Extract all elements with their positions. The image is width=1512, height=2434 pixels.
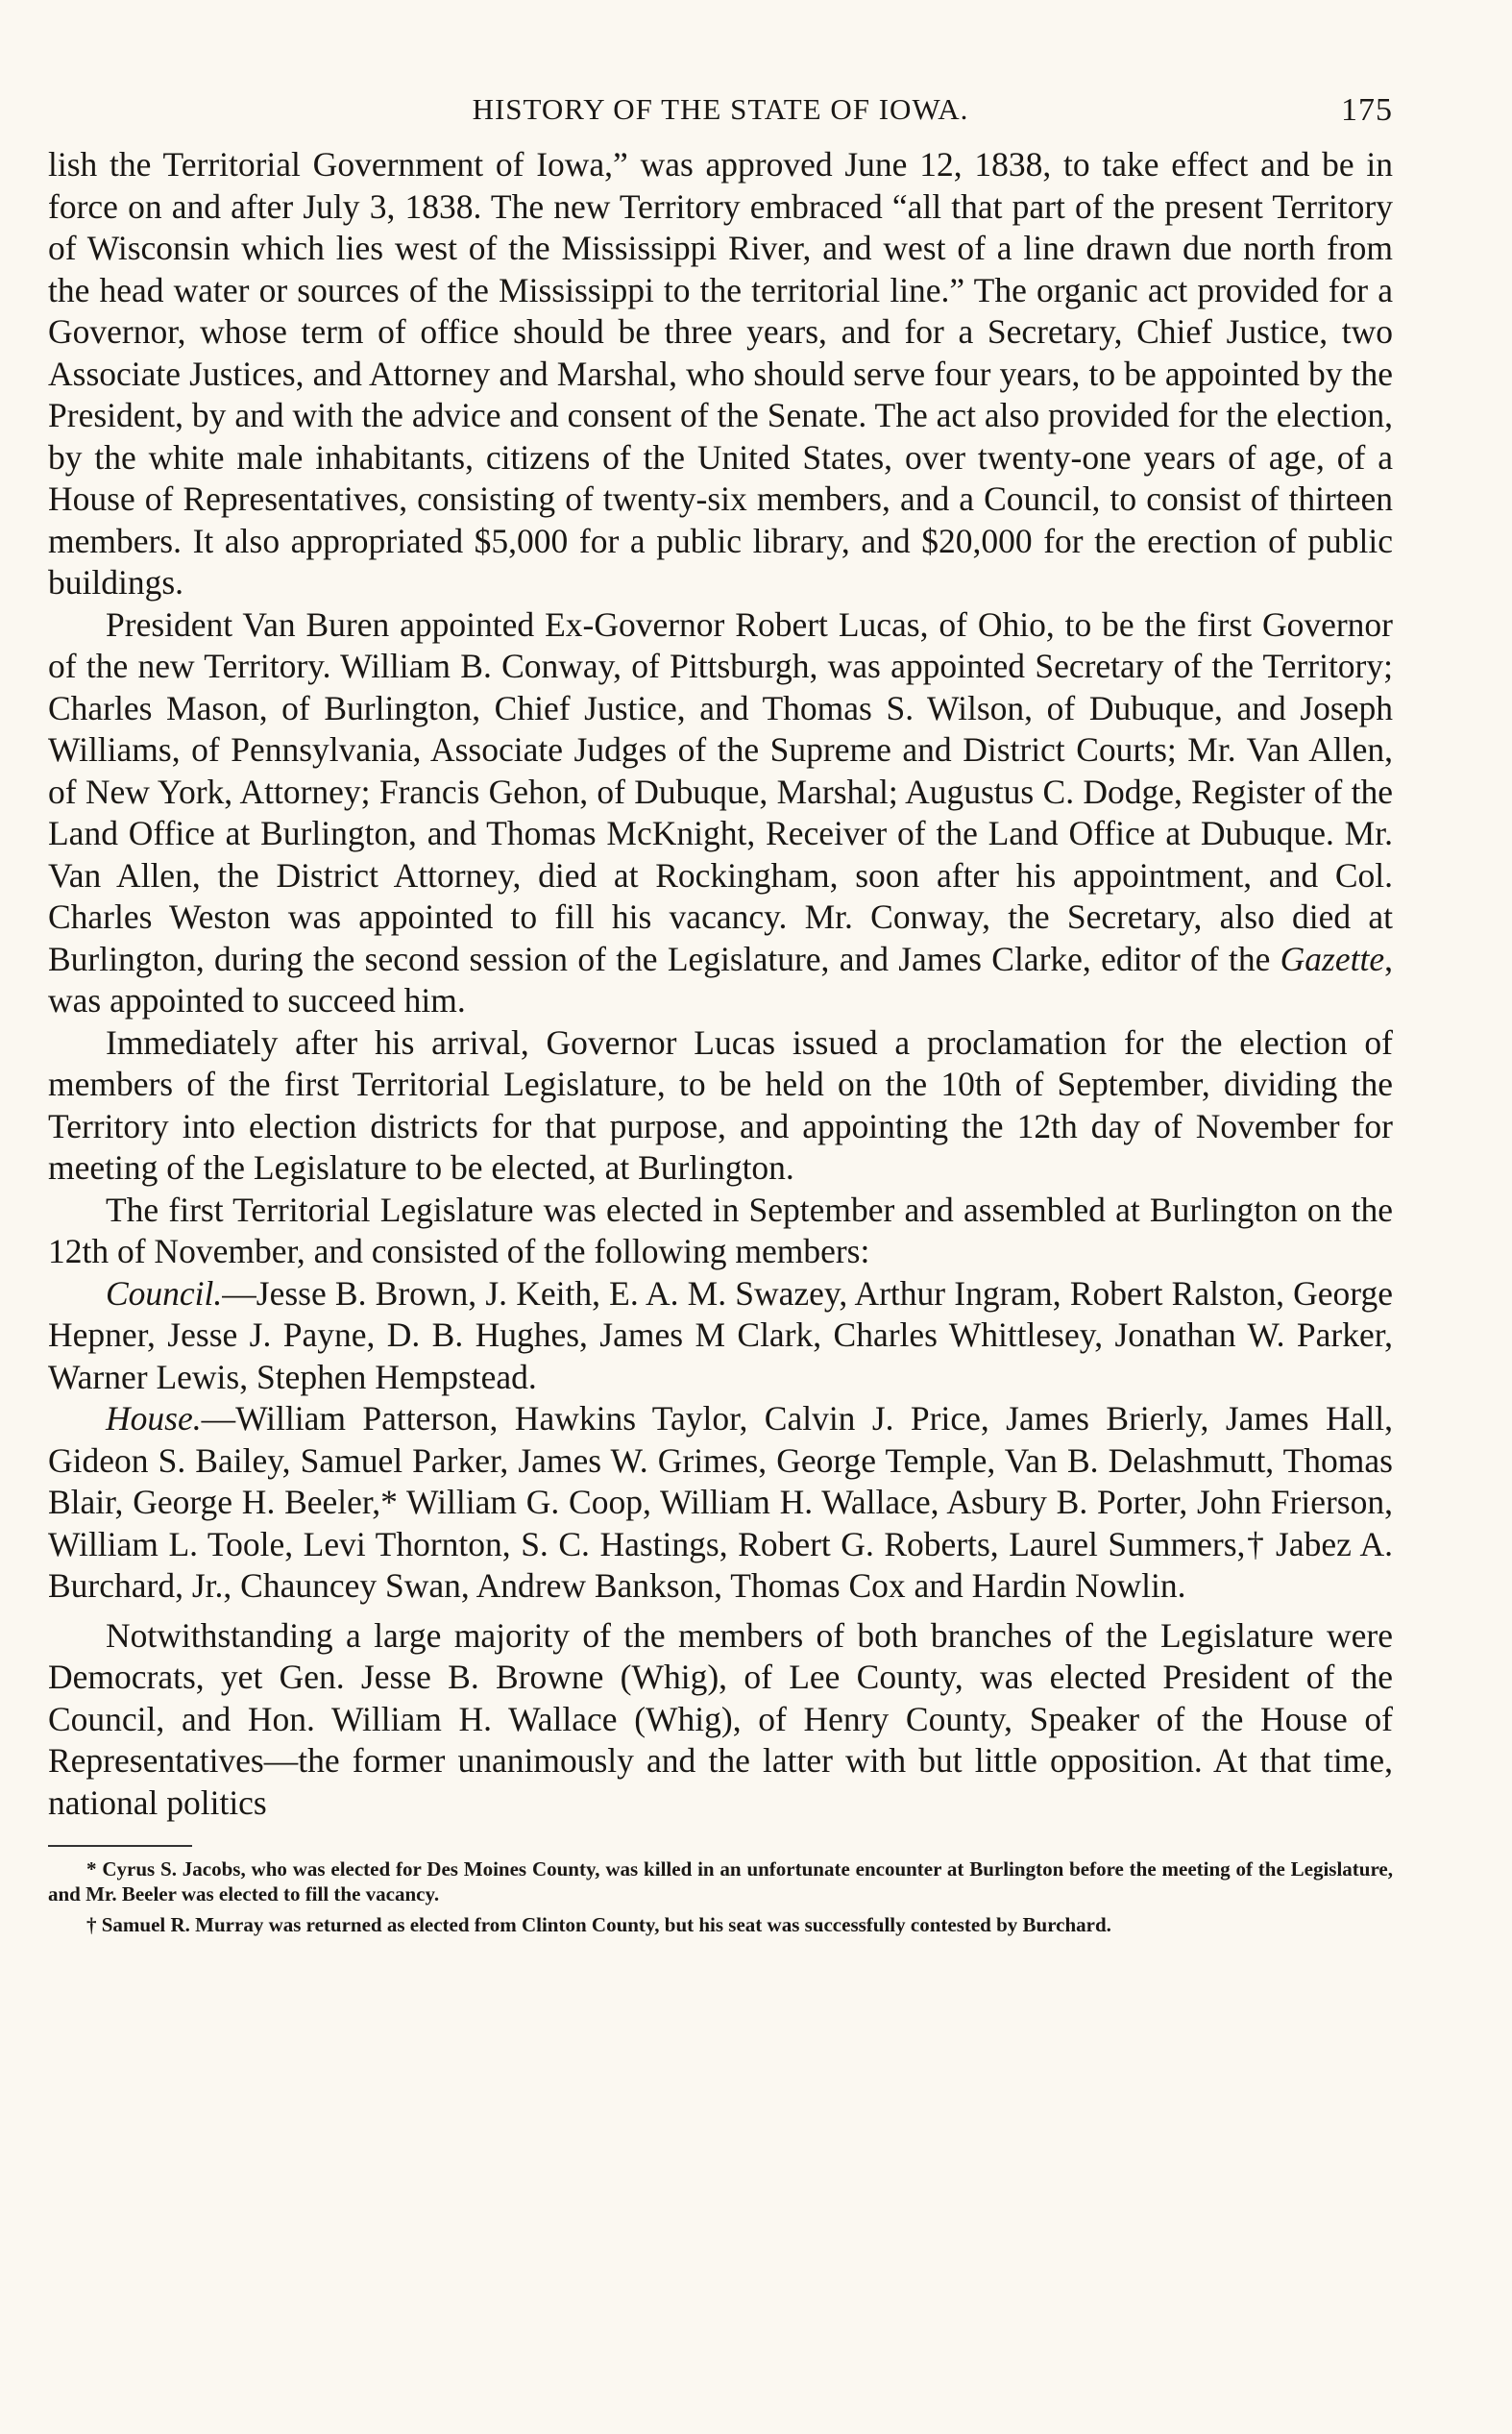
body-text [48,144,1393,1824]
paragraph-proclamation [48,1022,1393,1190]
paragraph-council-members [48,1273,1393,1399]
footnote-divider [48,1845,192,1847]
paragraph-text: Notwithstanding a large majority of the members of both branches of the Legislature were Democrats, yet Gen. Jesse B. Browne (Whig), of Lee County, was elected President of the Council, and Hon. William H. Wallace (Whig), of Henry County, Speaker of the House of Representatives—the former unanimously and the latter with but little opposition. At that time, national politics [48,1615,1393,1822]
paragraph-appointments [48,604,1393,1022]
book-page [48,92,1393,1937]
paragraph-text: The first Territorial Legislature was elected in September and assembled at Burlington on the 12th of November, and consisted of the following members: [48,1190,1393,1270]
paragraph-text: President Van Buren appointed Ex-Governor Robert Lucas, of Ohio, to be the first Governor of the new Territory. William B. Conway, of Pittsburgh, was appointed Secretary of the Territory; Charles Mason, of Burlington, Chief Justice, and Thomas S. Wilson, of Dubuque, and Joseph Williams, of Pennsylvania, Associate Judges of the Supreme and District Courts; Mr. Van Allen, of New York, Attorney; Francis Gehon, of Dubuque, Marshal; Augustus C. Dodge, Register of the Land Office at Burlington, and Thomas McKnight, Receiver of the Land Office at Dubuque. Mr. Van Allen, the District Attorney, died at Rockingham, soon after his appointment, and Col. Charles Weston was appointed to fill his vacancy. Mr. Conway, the Secretary, also died at Burlington, during the second session of the Legislature, and James Clarke, editor of the [48,604,1393,978]
footnote-jacobs: * Cyrus S. Jacobs, who was elected for Des Moines County, was killed in an unfortunate encounter at Burlington before the meeting of the Legislature, and Mr. Beeler was elected to fill the vacancy. [48,1857,1393,1905]
paragraph-legislature-politics [48,1615,1393,1825]
paragraph-text: Immediately after his arrival, Governor Lucas issued a proclamation for the election of members of the first Territorial Legislature, to be held on the 10th of September, dividing the Territory into election districts for that purpose, and appointing the 12th day of November for meeting of the Legislature to be elected, at Burlington. [48,1022,1393,1187]
council-heading: Council. [106,1273,223,1313]
paragraph-first-legislature [48,1190,1393,1273]
paragraph-territorial-act [48,144,1393,604]
paragraph-house-members [48,1398,1393,1608]
footnote-murray: † Samuel R. Murray was returned as elected from Clinton County, but his seat was successfully contested by Burchard. [86,1913,1111,1936]
running-title: HISTORY OF THE STATE OF IOWA. [472,92,969,126]
paragraph-tail: , was appointed to succeed him. [48,939,1393,1020]
gazette-title: Gazette [1280,939,1385,978]
paragraph-text: lish the Territorial Government of Iowa,” was approved June 12, 1838, to take effect and be in force on and after July 3, 1838. The new Territory embraced “all that part of the present Territory of Wisconsin which lies west of the Mississippi River, and west of a line drawn due north from the head water or sources of the Mississippi to the territorial line.” The organic act provided for a Governor, whose term of office should be three years, and for a Secretary, Chief Justice, two Associate Justices, and Attorney and Marshal, who should serve four years, to be appointed by the President, by and with the advice and consent of the Senate. The act also provided for the election, by the white male inhabitants, citizens of the United States, over twenty-one years of age, of a House of Representatives, consisting of twenty-six members, and a Council, to consist of thirteen members. It also appropriated $5,000 for a public library, and $20,000 for the erection of public buildings. [48,145,1393,602]
paragraph-text: —William Patterson, Hawkins Taylor, Calvin J. Price, James Brierly, James Hall, Gideon S. Bailey, Samuel Parker, James W. Grimes, George Temple, Van B. Delashmutt, Thomas Blair, George H. Beeler,* William G. Coop, William H. Wallace, Asbury B. Porter, John Frierson, William L. Toole, Levi Thornton, S. C. Hastings, Robert G. Roberts, Laurel Summers,† Jabez A. Burchard, Jr., Chauncey Swan, Andrew Bankson, Thomas Cox and Hardin Nowlin. [48,1399,1393,1605]
house-heading: House. [106,1399,202,1438]
paragraph-text: —Jesse B. Brown, J. Keith, E. A. M. Swazey, Arthur Ingram, Robert Ralston, George Hepner, Jesse J. Payne, D. B. Hughes, James M Clark, Charles Whittlesey, Jonathan W. Parker, Warner Lewis, Stephen Hempstead. [48,1273,1393,1396]
footnotes [48,1856,1393,1937]
page-number: 175 [1341,92,1393,128]
running-head [48,92,1393,144]
